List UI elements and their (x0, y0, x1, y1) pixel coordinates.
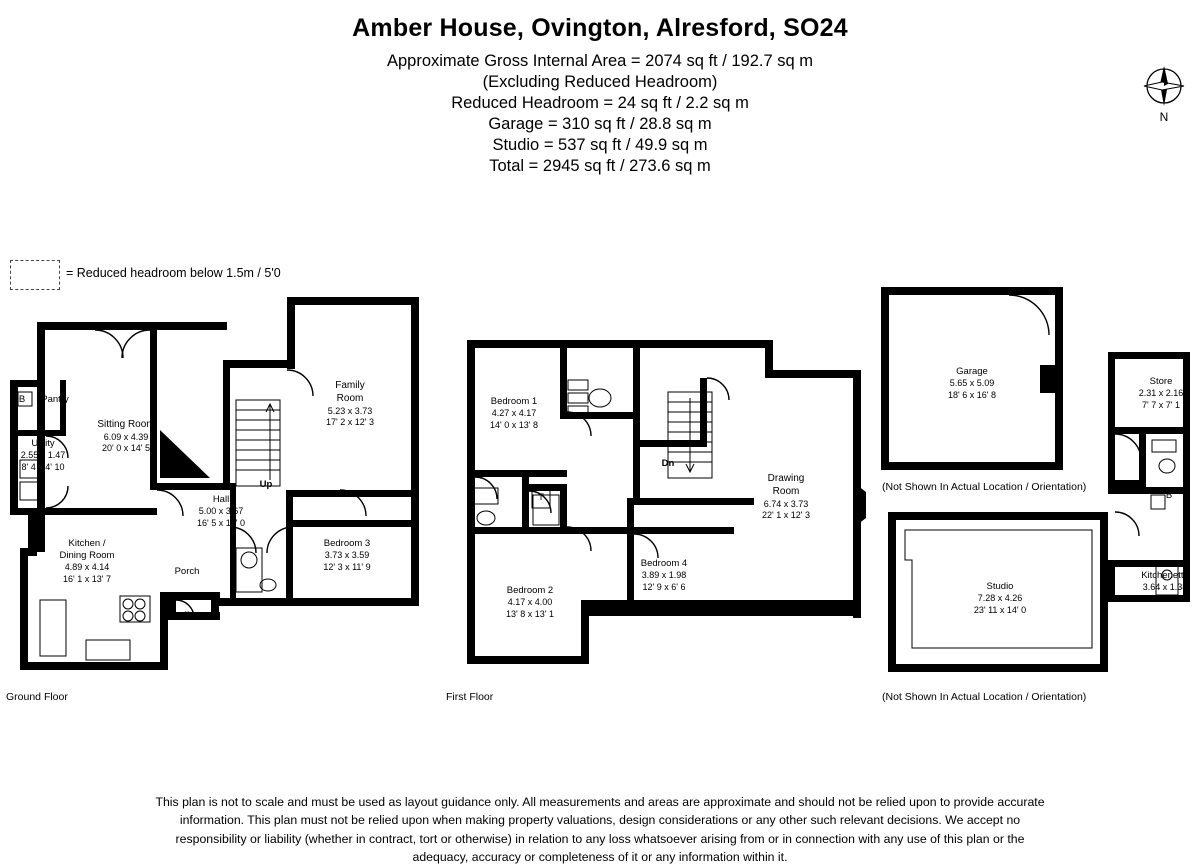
disclaimer-text: This plan is not to scale and must be used as layout guidance only. All measurements and areas are approximate and should not be relied upon to provide accurate information. This plan must not be relied upon when making property valuations, design considerations or any other such relevant decisions. We accept no responsibility or liability (whether in contract, tort or otherwise) in relation to any loss whatsoever arising from or in connection with any use of this plan or the adequacy, accuracy or completeness of it or any information within it. (155, 795, 1045, 865)
caption-ground-floor: Ground Floor (6, 691, 68, 703)
room-label-family-room: Family Room 5.23 x 3.73 17' 2 x 12' 3 (326, 380, 374, 428)
tank-label: T (538, 492, 544, 503)
area-line-excl: (Excluding Reduced Headroom) (482, 73, 718, 91)
room-label-sitting-room: Sitting Room 6.09 x 4.39 20' 0 x 14' 5 (97, 419, 155, 454)
area-line-total: Total = 2945 sq ft / 273.6 sq m (489, 157, 711, 175)
room-label-store: Store 2.31 x 2.16 7' 7 x 7' 1 (1138, 376, 1184, 410)
ground-floor-plan (10, 297, 419, 670)
stairs-down-label: Dn (661, 458, 675, 469)
room-label-bedroom-4: Bedroom 4 3.89 x 1.98 12' 9 x 6' 6 (640, 558, 688, 592)
room-label-drawing-room: Drawing Room 6.74 x 3.73 22' 1 x 12' 3 (762, 473, 810, 521)
room-label-bedroom-2: Bedroom 2 4.17 x 4.00 13' 8 x 13' 1 (506, 585, 554, 619)
room-label-kitchenette: Kitchenette 3.64 x 1.38 11' 11 x 4' 6 (1141, 570, 1189, 604)
room-label-bedroom-1: Bedroom 1 4.27 x 4.17 14' 0 x 13' 8 (490, 396, 538, 430)
room-label-pantry: Pantry (41, 394, 69, 405)
caption-studio-note: (Not Shown In Actual Location / Orientation) (882, 691, 1087, 703)
area-line-headroom: Reduced Headroom = 24 sq ft / 2.2 sq m (451, 94, 749, 112)
room-label-studio: Studio 7.28 x 4.26 23' 11 x 14' 0 (973, 581, 1027, 615)
room-label-utility: Utility 2.55 x 1.47 8' 4 x 4' 10 (20, 438, 66, 472)
room-label-hall: Hall 5.00 x 3.67 16' 5 x 12' 0 (197, 494, 245, 528)
room-label-porch: Porch (174, 566, 200, 577)
legend-label: = Reduced headroom below 1.5m / 5'0 (66, 266, 281, 280)
page-title: Amber House, Ovington, Alresford, SO24 (352, 14, 848, 42)
room-label-boiler-store: B (1165, 490, 1173, 501)
entrance-in-label: IN (184, 610, 194, 621)
stairs-up-label: Up (259, 479, 273, 490)
compass-north-label: N (1159, 110, 1169, 124)
area-line-studio: Studio = 537 sq ft / 49.9 sq m (492, 136, 708, 154)
caption-garage-note: (Not Shown In Actual Location / Orientation) (882, 481, 1087, 493)
room-label-kitchen-dining: Kitchen / Dining Room 4.89 x 4.14 16' 1 x 13' 7 (59, 538, 115, 584)
room-label-bedroom-3: Bedroom 3 3.73 x 3.59 12' 3 x 11' 9 (323, 538, 371, 572)
area-line-garage: Garage = 310 sq ft / 28.8 sq m (488, 115, 712, 133)
area-line-gia: Approximate Gross Internal Area = 2074 sq ft / 192.7 sq m (386, 52, 814, 70)
caption-first-floor: First Floor (446, 691, 494, 703)
room-label-garage: Garage 5.65 x 5.09 18' 6 x 16' 8 (948, 366, 996, 400)
room-label-boiler-ground: B (18, 394, 26, 405)
